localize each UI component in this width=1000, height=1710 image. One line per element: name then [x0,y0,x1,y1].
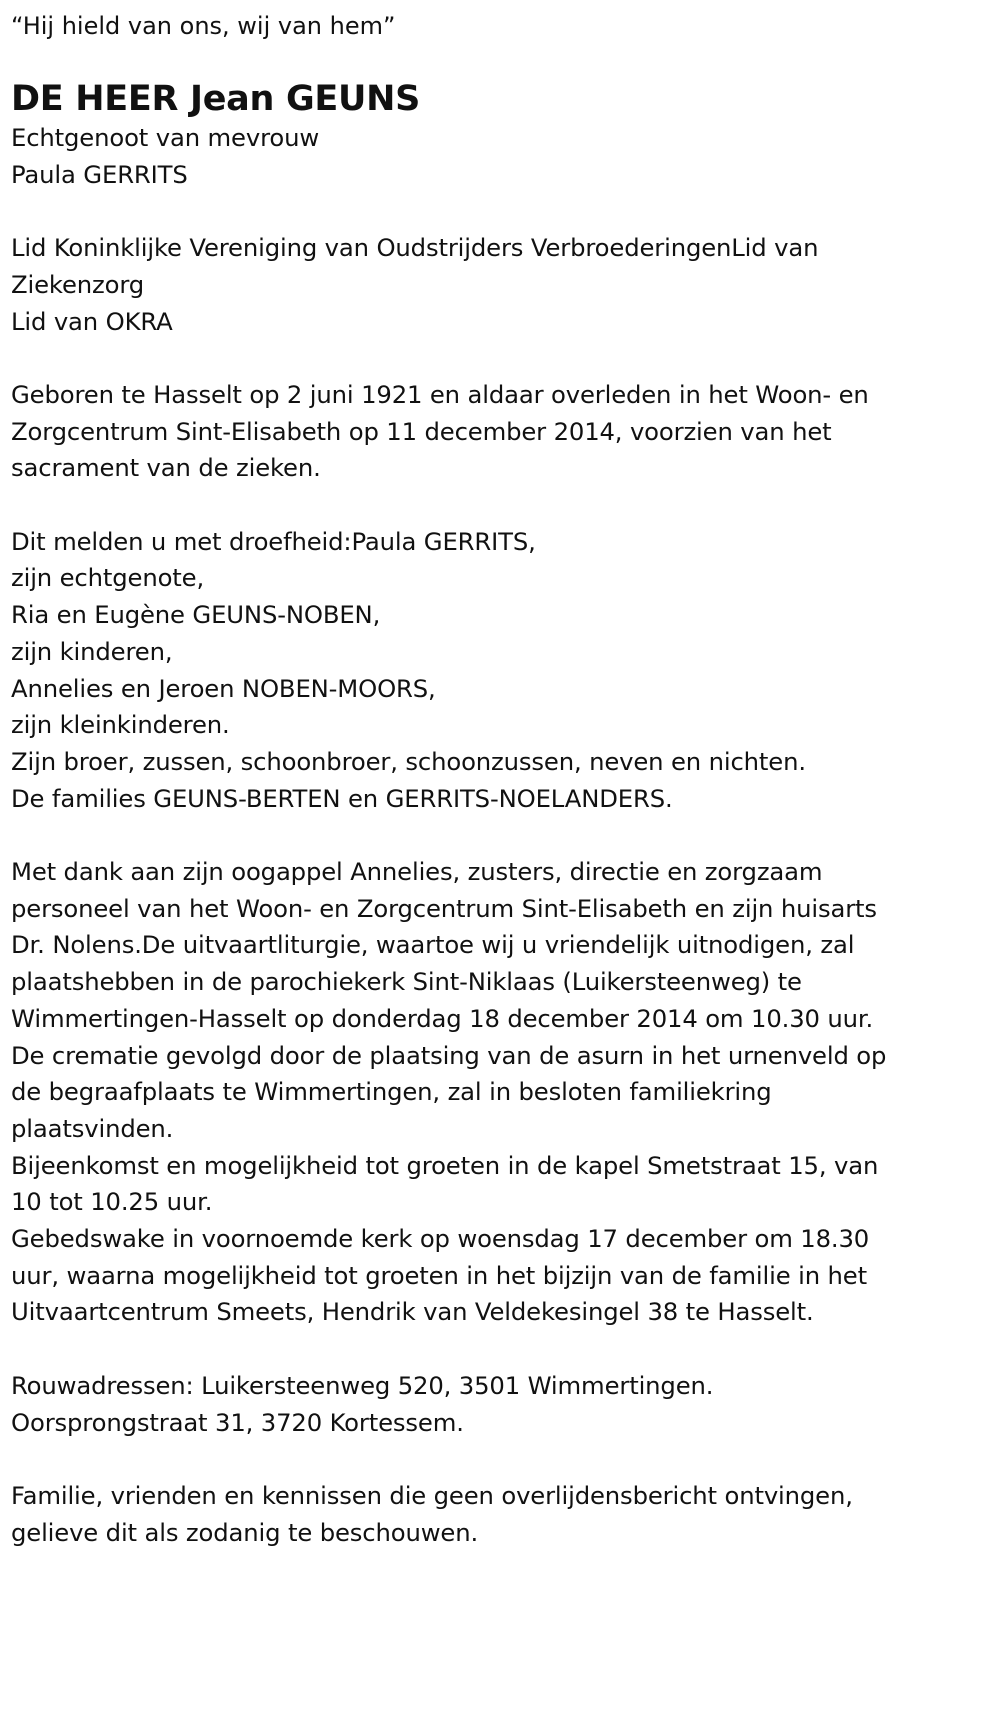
birth-death-paragraph: Geboren te Hasselt op 2 juni 1921 en aldaar overleden in het Woon- en Zorgcentrum Sint-Elisabeth op 11 december 2014, voorzien van het sacrament van de zieken. [11,379,869,483]
family-paragraph: Dit melden u met droefheid:Paula GERRITS, zijn echtgenote, Ria en Eugène GEUNS-NOBEN, zijn kinderen, Annelies en Jeroen NOBEN-MOORS, zijn kleinkinderen. Zijn broer, zussen, schoonbroer, schoonzussen, neven en nichten. De families GEUNS-BERTEN en GERRITS-NOELANDERS. [11,526,806,813]
addresses-paragraph: Rouwadressen: Luikersteenweg 520, 3501 Wimmertingen. Oorsprongstraat 31, 3720 Kortessem. [11,1370,714,1437]
closing-paragraph: Familie, vrienden en kennissen die geen overlijdensbericht ontvingen, gelieve dit als zodanig te beschouwen. [11,1480,853,1547]
spouse-line: Echtgenoot van mevrouw Paula GERRITS [11,123,320,189]
memberships-paragraph: Lid Koninklijke Vereniging van Oudstrijders VerbroederingenLid van Ziekenzorg Lid van OKRA [11,233,819,336]
memorial-quote: “Hij hield van ons, wij van hem” [11,12,396,40]
ceremony-paragraph: Met dank aan zijn oogappel Annelies, zusters, directie en zorgzaam personeel van het Woon- en Zorgcentrum Sint-Elisabeth en zijn huisarts Dr. Nolens.De uitvaartliturgie, waartoe wij u vriendelijk uitnodigen, zal plaatshebben in de parochiekerk Sint-Niklaas (Luikersteenweg) te Wimmertingen-Hasselt op donderdag 18 december 2014 om 10.30 uur. De crematie gevolgd door de plaatsing van de asurn in het urnenveld op de begraafplaats te Wimmertingen, zal in besloten familiekring plaatsvinden. Bijeenkomst en mogelijkheid tot groeten in de kapel Smetstraat 15, van 10 tot 10.25 uur. Gebedswake in voornoemde kerk op woensdag 17 december om 18.30 uur, waarna mogelijkheid tot groeten in het bijzijn van de familie in het Uitvaartcentrum Smeets, Hendrik van Veldekesingel 38 te Hasselt. [11,857,887,1327]
deceased-name: DE HEER Jean GEUNS [11,79,421,119]
obituary-notice [11,8,996,1551]
